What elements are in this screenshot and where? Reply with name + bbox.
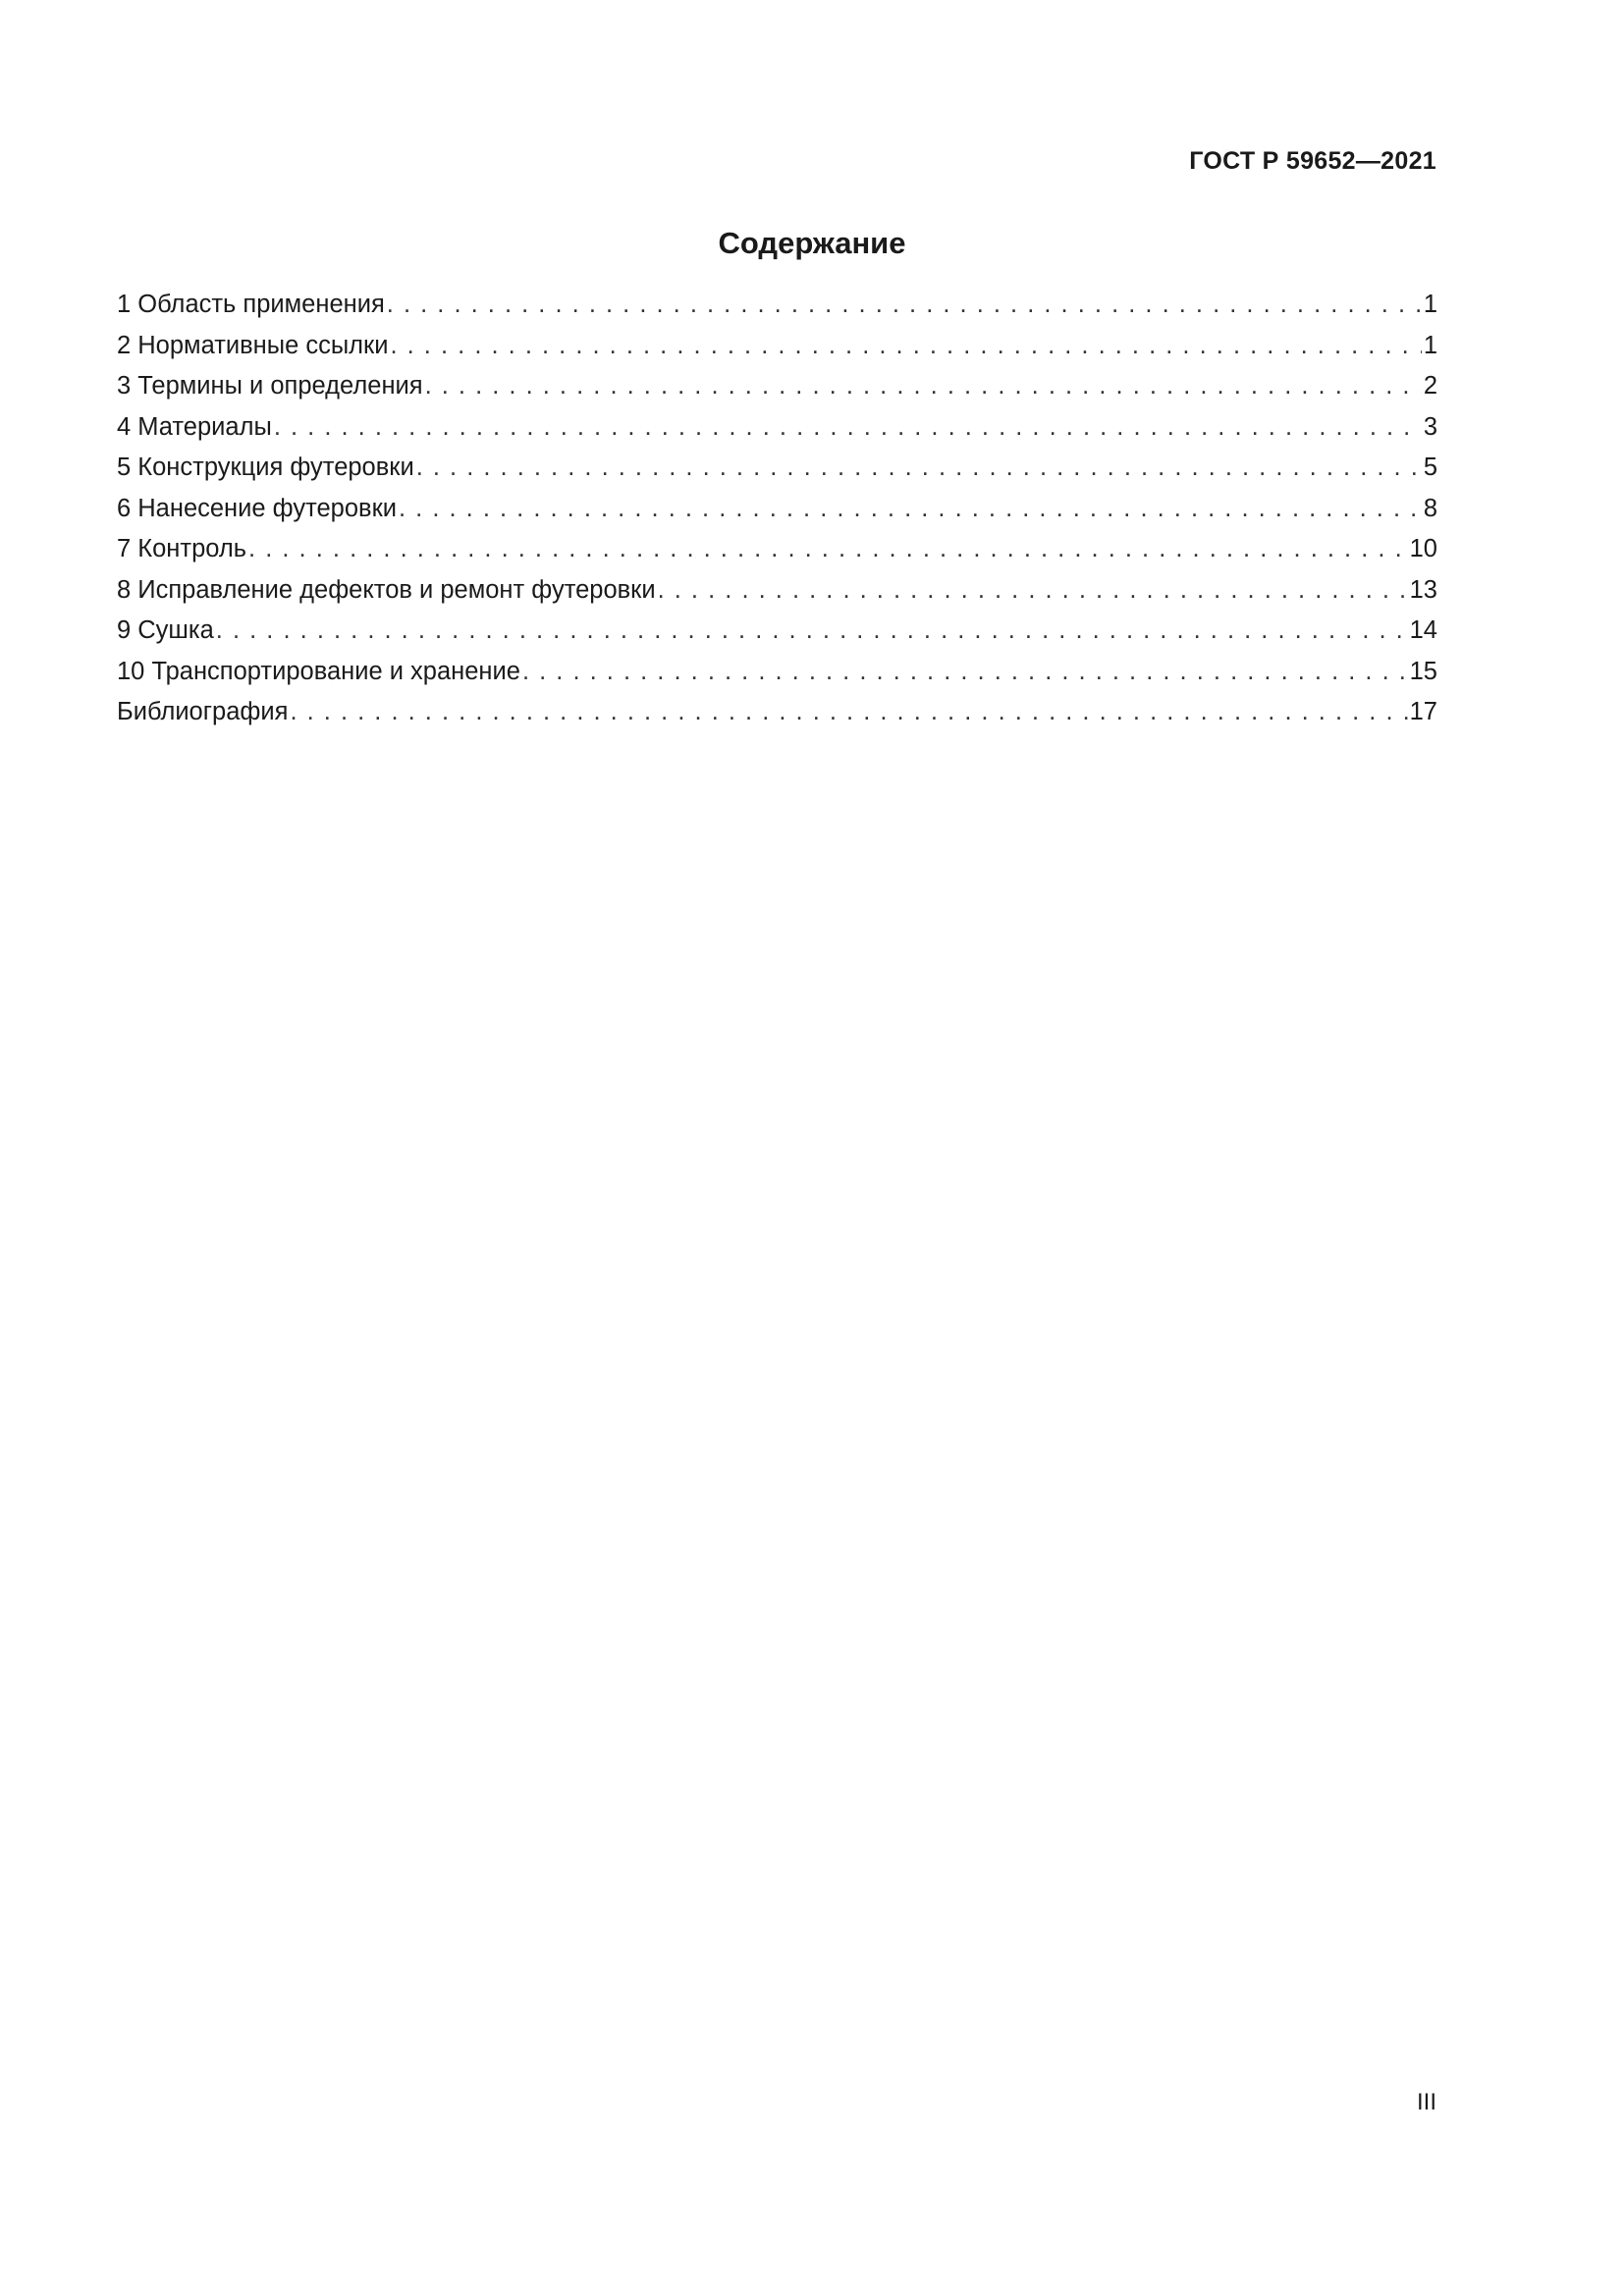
- toc-entry-page: 13: [1409, 575, 1437, 604]
- toc-entry-title: 8 Исправление дефектов и ремонт футеровки: [117, 575, 656, 604]
- toc-entry-title: 4 Материалы: [117, 412, 272, 441]
- document-code: ГОСТ Р 59652—2021: [1189, 147, 1436, 175]
- toc-entry-title: 5 Конструкция футеровки: [117, 454, 414, 481]
- toc-entry-page: 10: [1409, 535, 1437, 562]
- toc-entry-title: 1 Область применения: [117, 291, 385, 318]
- toc-entry-page: 15: [1409, 657, 1437, 685]
- toc-entry[interactable]: [117, 652, 1437, 693]
- toc-entry-page: 1: [1423, 291, 1437, 318]
- toc-entry[interactable]: [117, 366, 1437, 407]
- toc-entry-title: 6 Нанесение футеровки: [117, 494, 397, 522]
- toc-leader: [416, 448, 1422, 489]
- toc-leader: [387, 285, 1422, 326]
- toc-entry[interactable]: [117, 448, 1437, 489]
- toc-entry[interactable]: [117, 570, 1437, 612]
- toc-leader: [216, 611, 1408, 652]
- toc-leader: [399, 489, 1422, 530]
- toc-leader: [248, 529, 1408, 570]
- toc-leader: [522, 652, 1408, 693]
- toc-entry-page: 3: [1423, 412, 1437, 441]
- toc-entry-title: 3 Термины и определения: [117, 372, 423, 400]
- toc-leader: [390, 326, 1421, 367]
- toc-entry[interactable]: [117, 285, 1437, 326]
- toc-entry[interactable]: [117, 529, 1437, 570]
- toc-entry-title: 10 Транспортирование и хранение: [117, 657, 520, 685]
- toc-entry-page: 1: [1423, 331, 1437, 359]
- toc-entry-page: 2: [1423, 372, 1437, 400]
- toc-entry[interactable]: [117, 489, 1437, 530]
- toc-entry[interactable]: [117, 692, 1437, 733]
- toc-heading: Содержание: [718, 226, 906, 260]
- toc-entry-page: 8: [1423, 494, 1437, 522]
- toc-entry[interactable]: [117, 326, 1437, 367]
- toc-leader: [290, 692, 1407, 733]
- toc-entry-title: Библиография: [117, 698, 289, 725]
- page-number: III: [1416, 2089, 1436, 2115]
- toc-leader: [658, 570, 1408, 612]
- toc-entry-title: 7 Контроль: [117, 535, 247, 562]
- toc-leader: [425, 366, 1422, 407]
- toc-entry-page: 17: [1409, 698, 1437, 725]
- toc-entry[interactable]: [117, 407, 1437, 449]
- toc-entry-title: 2 Нормативные ссылки: [117, 331, 389, 359]
- toc-entry[interactable]: [117, 611, 1437, 652]
- toc-list: [117, 285, 1437, 733]
- toc-leader: [274, 407, 1422, 449]
- toc-entry-title: 9 Сушка: [117, 616, 214, 644]
- toc-entry-page: 5: [1423, 454, 1437, 481]
- toc-entry-page: 14: [1409, 616, 1437, 644]
